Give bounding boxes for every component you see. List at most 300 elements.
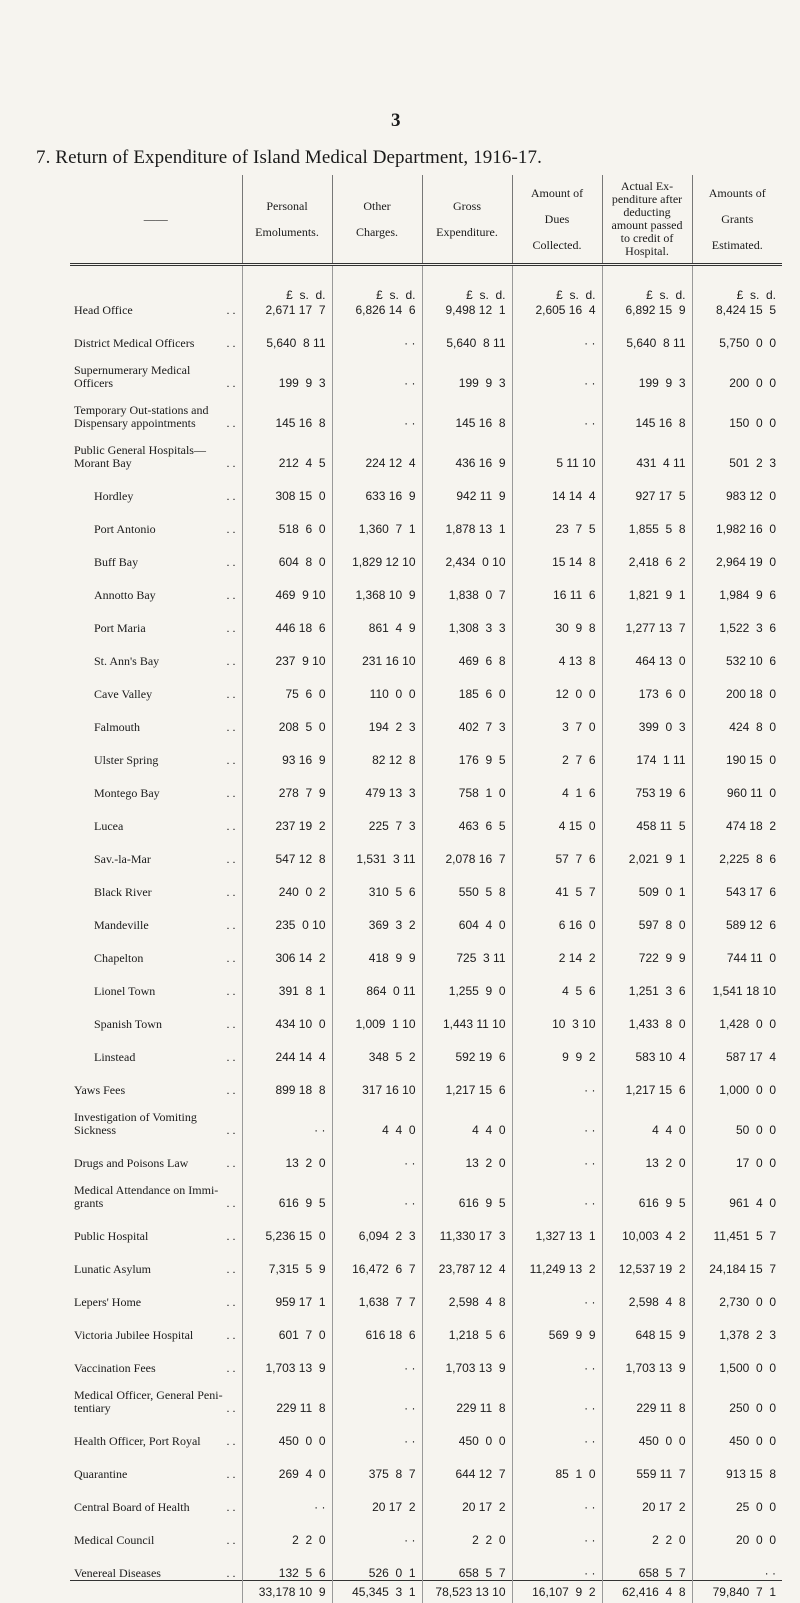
cell-actual: 450 0 0: [602, 1415, 692, 1448]
cell-dues: 9 9 2: [512, 1031, 602, 1064]
table-row: [70, 569, 782, 602]
cell-dues: 85 1 0: [512, 1448, 602, 1481]
dot-leader: . .: [227, 337, 236, 350]
table-row: [70, 965, 782, 998]
cell-other: 4 4 0: [332, 1097, 422, 1137]
dot-leader: . .: [227, 1124, 236, 1137]
dot-leader: . .: [227, 457, 236, 470]
cell-other: · ·: [332, 390, 422, 430]
cell-other: 633 16 9: [332, 470, 422, 503]
dot-leader: . .: [227, 1329, 236, 1342]
row-label: St. Ann's Bay . .: [70, 635, 242, 668]
cell-grants: 2,964 19 0: [692, 536, 782, 569]
dot-leader: . .: [227, 754, 236, 767]
row-label: Temporary Out-stations and Dispensary appointments . .: [70, 390, 242, 430]
cell-other: 20 17 2: [332, 1481, 422, 1514]
cell-gross: 199 9 3: [422, 350, 512, 390]
table-row: [70, 1342, 782, 1375]
cell-personal: 199 9 3: [242, 350, 332, 390]
cell-dues: · ·: [512, 1481, 602, 1514]
dot-leader: . .: [227, 1468, 236, 1481]
cell-dues: 11,249 13 2: [512, 1243, 602, 1276]
cell-actual: 1,217 15 6: [602, 1064, 692, 1097]
table-row: [70, 302, 782, 317]
cell-actual: 6,892 15 9: [602, 302, 692, 317]
units-gross: £ s. d.: [422, 265, 512, 303]
cell-actual: 1,703 13 9: [602, 1342, 692, 1375]
cell-gross: 725 3 11: [422, 932, 512, 965]
cell-other: 231 16 10: [332, 635, 422, 668]
total-personal: 33,178 10 9: [242, 1581, 332, 1603]
cell-other: 225 7 3: [332, 800, 422, 833]
dot-leader: . .: [227, 1197, 236, 1210]
cell-grants: 913 15 8: [692, 1448, 782, 1481]
cell-grants: · ·: [692, 1547, 782, 1581]
cell-personal: 278 7 9: [242, 767, 332, 800]
expenditure-table: [70, 175, 782, 1603]
cell-other: 1,360 7 1: [332, 503, 422, 536]
row-label: Investigation of Vomiting Sickness . .: [70, 1097, 242, 1137]
cell-grants: 543 17 6: [692, 866, 782, 899]
table-row: [70, 350, 782, 390]
table-row: [70, 1210, 782, 1243]
cell-personal: 235 0 10: [242, 899, 332, 932]
table-row: [70, 390, 782, 430]
cell-personal: 212 4 5: [242, 430, 332, 470]
page-title: 7. Return of Expenditure of Island Medical Department, 1916-17.: [36, 147, 542, 169]
cell-gross: 4 4 0: [422, 1097, 512, 1137]
cell-grants: 250 0 0: [692, 1375, 782, 1415]
header-personal-emoluments: Personal Emoluments.: [242, 175, 332, 265]
cell-gross: 2,078 16 7: [422, 833, 512, 866]
cell-personal: 240 0 2: [242, 866, 332, 899]
table-row: [70, 1514, 782, 1547]
totals-row: [70, 1581, 782, 1603]
table-row: [70, 668, 782, 701]
row-label: Mandeville . .: [70, 899, 242, 932]
table-row: [70, 866, 782, 899]
dot-leader: . .: [227, 523, 236, 536]
header-row: [70, 175, 782, 265]
cell-dues: · ·: [512, 1342, 602, 1375]
dot-leader: . .: [227, 688, 236, 701]
cell-grants: 960 11 0: [692, 767, 782, 800]
cell-personal: 75 6 0: [242, 668, 332, 701]
cell-gross: 5,640 8 11: [422, 317, 512, 350]
dot-leader: . .: [227, 1263, 236, 1276]
cell-other: 310 5 6: [332, 866, 422, 899]
cell-actual: 4 4 0: [602, 1097, 692, 1137]
dot-leader: . .: [227, 1362, 236, 1375]
dot-leader: . .: [227, 1567, 236, 1580]
dot-leader: . .: [227, 919, 236, 932]
cell-dues: 12 0 0: [512, 668, 602, 701]
cell-dues: 57 7 6: [512, 833, 602, 866]
cell-gross: 1,217 15 6: [422, 1064, 512, 1097]
cell-gross: 1,218 5 6: [422, 1309, 512, 1342]
table-row: [70, 635, 782, 668]
dot-leader: . .: [227, 1018, 236, 1031]
row-label: District Medical Officers . .: [70, 317, 242, 350]
cell-other: 479 13 3: [332, 767, 422, 800]
cell-gross: 11,330 17 3: [422, 1210, 512, 1243]
cell-dues: 16 11 6: [512, 569, 602, 602]
cell-other: · ·: [332, 1342, 422, 1375]
cell-personal: 132 5 6: [242, 1547, 332, 1581]
cell-grants: 5,750 0 0: [692, 317, 782, 350]
cell-personal: 959 17 1: [242, 1276, 332, 1309]
cell-dues: 5 11 10: [512, 430, 602, 470]
cell-other: 1,368 10 9: [332, 569, 422, 602]
row-label: Medical Officer, General Peni- tentiary . .: [70, 1375, 242, 1415]
row-label: Central Board of Health . .: [70, 1481, 242, 1514]
cell-actual: 559 11 7: [602, 1448, 692, 1481]
cell-grants: 450 0 0: [692, 1415, 782, 1448]
dot-leader: . .: [227, 853, 236, 866]
table-row: [70, 701, 782, 734]
cell-gross: 2,598 4 8: [422, 1276, 512, 1309]
dot-leader: . .: [227, 886, 236, 899]
row-label: Sav.-la-Mar . .: [70, 833, 242, 866]
cell-grants: 200 0 0: [692, 350, 782, 390]
cell-grants: 1,428 0 0: [692, 998, 782, 1031]
cell-other: 224 12 4: [332, 430, 422, 470]
cell-other: · ·: [332, 1170, 422, 1210]
row-label: Public General Hospitals— Morant Bay . .: [70, 430, 242, 470]
cell-grants: 24,184 15 7: [692, 1243, 782, 1276]
row-label: Spanish Town . .: [70, 998, 242, 1031]
cell-personal: 7,315 5 9: [242, 1243, 332, 1276]
cell-personal: 208 5 0: [242, 701, 332, 734]
cell-other: 1,829 12 10: [332, 536, 422, 569]
cell-gross: 592 19 6: [422, 1031, 512, 1064]
table-row: [70, 503, 782, 536]
cell-grants: 424 8 0: [692, 701, 782, 734]
table-row: [70, 800, 782, 833]
dot-leader: . .: [227, 721, 236, 734]
dot-leader: . .: [227, 1402, 236, 1415]
cell-personal: 13 2 0: [242, 1137, 332, 1170]
units-grants: £ s. d.: [692, 265, 782, 303]
cell-gross: 469 6 8: [422, 635, 512, 668]
cell-other: 864 0 11: [332, 965, 422, 998]
cell-actual: 2,021 9 1: [602, 833, 692, 866]
cell-other: 1,531 3 11: [332, 833, 422, 866]
dot-leader: . .: [227, 985, 236, 998]
row-label: Falmouth . .: [70, 701, 242, 734]
cell-dues: 2 14 2: [512, 932, 602, 965]
cell-actual: 658 5 7: [602, 1547, 692, 1581]
cell-actual: 199 9 3: [602, 350, 692, 390]
cell-dues: 4 5 6: [512, 965, 602, 998]
cell-gross: 2 2 0: [422, 1514, 512, 1547]
cell-gross: 644 12 7: [422, 1448, 512, 1481]
cell-personal: 93 16 9: [242, 734, 332, 767]
cell-dues: 2,605 16 4: [512, 302, 602, 317]
cell-other: 375 8 7: [332, 1448, 422, 1481]
cell-other: · ·: [332, 1514, 422, 1547]
cell-personal: 604 8 0: [242, 536, 332, 569]
header-name: ——: [70, 175, 242, 265]
cell-grants: 1,378 2 3: [692, 1309, 782, 1342]
dot-leader: . .: [227, 377, 236, 390]
cell-actual: 753 19 6: [602, 767, 692, 800]
total-dues: 16,107 9 2: [512, 1581, 602, 1603]
cell-other: 317 16 10: [332, 1064, 422, 1097]
cell-grants: 501 2 3: [692, 430, 782, 470]
cell-gross: 13 2 0: [422, 1137, 512, 1170]
table-row: [70, 1481, 782, 1514]
cell-actual: 464 13 0: [602, 635, 692, 668]
cell-gross: 604 4 0: [422, 899, 512, 932]
units-label: [70, 265, 242, 303]
cell-other: · ·: [332, 1375, 422, 1415]
cell-actual: 648 15 9: [602, 1309, 692, 1342]
cell-dues: · ·: [512, 350, 602, 390]
row-label: Montego Bay . .: [70, 767, 242, 800]
row-label: Buff Bay . .: [70, 536, 242, 569]
cell-gross: 229 11 8: [422, 1375, 512, 1415]
table-row: [70, 470, 782, 503]
dot-leader: . .: [227, 1296, 236, 1309]
row-label: Black River . .: [70, 866, 242, 899]
row-label: Ulster Spring . .: [70, 734, 242, 767]
cell-other: 418 9 9: [332, 932, 422, 965]
cell-other: · ·: [332, 1137, 422, 1170]
cell-personal: 547 12 8: [242, 833, 332, 866]
cell-dues: 14 14 4: [512, 470, 602, 503]
row-label: Annotto Bay . .: [70, 569, 242, 602]
cell-dues: · ·: [512, 1276, 602, 1309]
row-label: Medical Attendance on Immi- grants . .: [70, 1170, 242, 1210]
cell-grants: 2,730 0 0: [692, 1276, 782, 1309]
row-label: Venereal Diseases . .: [70, 1547, 242, 1581]
dot-leader: . .: [227, 1157, 236, 1170]
cell-dues: 4 13 8: [512, 635, 602, 668]
cell-personal: 269 4 0: [242, 1448, 332, 1481]
header-dues-collected: Amount of Dues Collected.: [512, 175, 602, 265]
cell-grants: 2,225 8 6: [692, 833, 782, 866]
cell-grants: 200 18 0: [692, 668, 782, 701]
cell-actual: 399 0 3: [602, 701, 692, 734]
cell-personal: 308 15 0: [242, 470, 332, 503]
cell-actual: 458 11 5: [602, 800, 692, 833]
cell-dues: · ·: [512, 1375, 602, 1415]
cell-actual: 722 9 9: [602, 932, 692, 965]
dot-leader: . .: [227, 417, 236, 430]
cell-actual: 1,433 8 0: [602, 998, 692, 1031]
row-label: Vaccination Fees . .: [70, 1342, 242, 1375]
row-label: Public Hospital . .: [70, 1210, 242, 1243]
header-actual-expenditure: Actual Ex- penditure after deducting amount passed to credit of Hospital.: [602, 175, 692, 265]
cell-gross: 463 6 5: [422, 800, 512, 833]
cell-personal: 5,236 15 0: [242, 1210, 332, 1243]
cell-gross: 616 9 5: [422, 1170, 512, 1210]
cell-gross: 450 0 0: [422, 1415, 512, 1448]
cell-personal: 391 8 1: [242, 965, 332, 998]
table-row: [70, 1170, 782, 1210]
cell-dues: 2 7 6: [512, 734, 602, 767]
cell-dues: · ·: [512, 1064, 602, 1097]
total-grants: 79,840 7 1: [692, 1581, 782, 1603]
cell-other: 526 0 1: [332, 1547, 422, 1581]
units-other: £ s. d.: [332, 265, 422, 303]
cell-other: · ·: [332, 350, 422, 390]
cell-actual: 927 17 5: [602, 470, 692, 503]
row-label: Health Officer, Port Royal . .: [70, 1415, 242, 1448]
cell-actual: 1,855 5 8: [602, 503, 692, 536]
cell-gross: 2,434 0 10: [422, 536, 512, 569]
units-actual: £ s. d.: [602, 265, 692, 303]
cell-personal: 145 16 8: [242, 390, 332, 430]
units-personal: £ s. d.: [242, 265, 332, 303]
cell-grants: 744 11 0: [692, 932, 782, 965]
table-row: [70, 734, 782, 767]
cell-dues: 23 7 5: [512, 503, 602, 536]
cell-gross: 658 5 7: [422, 1547, 512, 1581]
row-label: Port Maria . .: [70, 602, 242, 635]
cell-dues: · ·: [512, 1097, 602, 1137]
row-label: Head Office . .: [70, 302, 242, 317]
cell-grants: 50 0 0: [692, 1097, 782, 1137]
cell-dues: 41 5 7: [512, 866, 602, 899]
cell-grants: 8,424 15 5: [692, 302, 782, 317]
cell-gross: 758 1 0: [422, 767, 512, 800]
cell-dues: 6 16 0: [512, 899, 602, 932]
cell-grants: 589 12 6: [692, 899, 782, 932]
table-row: [70, 1064, 782, 1097]
units-dues: £ s. d.: [512, 265, 602, 303]
row-label: Lepers' Home . .: [70, 1276, 242, 1309]
table-row: [70, 899, 782, 932]
dot-leader: . .: [227, 1051, 236, 1064]
cell-other: 369 3 2: [332, 899, 422, 932]
cell-personal: 446 18 6: [242, 602, 332, 635]
cell-personal: 229 11 8: [242, 1375, 332, 1415]
cell-personal: 469 9 10: [242, 569, 332, 602]
cell-dues: · ·: [512, 1547, 602, 1581]
cell-grants: 17 0 0: [692, 1137, 782, 1170]
cell-gross: 436 16 9: [422, 430, 512, 470]
cell-dues: · ·: [512, 390, 602, 430]
cell-actual: 1,821 9 1: [602, 569, 692, 602]
table-row: [70, 602, 782, 635]
dot-leader: . .: [227, 490, 236, 503]
cell-gross: 550 5 8: [422, 866, 512, 899]
cell-grants: 1,522 3 6: [692, 602, 782, 635]
cell-dues: · ·: [512, 317, 602, 350]
cell-gross: 185 6 0: [422, 668, 512, 701]
cell-actual: 145 16 8: [602, 390, 692, 430]
total-actual: 62,416 4 8: [602, 1581, 692, 1603]
cell-actual: 2,598 4 8: [602, 1276, 692, 1309]
cell-actual: 2 2 0: [602, 1514, 692, 1547]
dot-leader: . .: [227, 1084, 236, 1097]
cell-grants: 150 0 0: [692, 390, 782, 430]
dot-leader: . .: [227, 787, 236, 800]
row-label: Victoria Jubilee Hospital . .: [70, 1309, 242, 1342]
cell-dues: 3 7 0: [512, 701, 602, 734]
cell-other: · ·: [332, 317, 422, 350]
dot-leader: . .: [227, 952, 236, 965]
cell-gross: 1,308 3 3: [422, 602, 512, 635]
dot-leader: . .: [227, 1230, 236, 1243]
cell-personal: 518 6 0: [242, 503, 332, 536]
cell-grants: 1,000 0 0: [692, 1064, 782, 1097]
table-row: [70, 1031, 782, 1064]
cell-actual: 509 0 1: [602, 866, 692, 899]
dot-leader: . .: [227, 589, 236, 602]
row-label: Linstead . .: [70, 1031, 242, 1064]
row-label: Lucea . .: [70, 800, 242, 833]
cell-dues: 30 9 8: [512, 602, 602, 635]
cell-dues: 569 9 9: [512, 1309, 602, 1342]
cell-gross: 20 17 2: [422, 1481, 512, 1514]
total-gross: 78,523 13 10: [422, 1581, 512, 1603]
cell-actual: 1,251 3 6: [602, 965, 692, 998]
cell-actual: 12,537 19 2: [602, 1243, 692, 1276]
table-row: [70, 1547, 782, 1581]
cell-actual: 20 17 2: [602, 1481, 692, 1514]
row-label: Quarantine . .: [70, 1448, 242, 1481]
cell-gross: 1,878 13 1: [422, 503, 512, 536]
row-label: Yaws Fees . .: [70, 1064, 242, 1097]
cell-personal: 601 7 0: [242, 1309, 332, 1342]
cell-personal: 434 10 0: [242, 998, 332, 1031]
cell-grants: 20 0 0: [692, 1514, 782, 1547]
dot-leader: . .: [227, 1501, 236, 1514]
cell-grants: 1,500 0 0: [692, 1342, 782, 1375]
row-label: Hordley . .: [70, 470, 242, 503]
header-grants-estimated: Amounts of Grants Estimated.: [692, 175, 782, 265]
table-row: [70, 536, 782, 569]
cell-gross: 942 11 9: [422, 470, 512, 503]
cell-dues: · ·: [512, 1415, 602, 1448]
total-other: 45,345 3 1: [332, 1581, 422, 1603]
cell-other: 110 0 0: [332, 668, 422, 701]
table-row: [70, 998, 782, 1031]
dot-leader: . .: [227, 820, 236, 833]
table-row: [70, 932, 782, 965]
cell-actual: 431 4 11: [602, 430, 692, 470]
row-label: Drugs and Poisons Law . .: [70, 1137, 242, 1170]
cell-actual: 10,003 4 2: [602, 1210, 692, 1243]
cell-other: 6,094 2 3: [332, 1210, 422, 1243]
cell-actual: 616 9 5: [602, 1170, 692, 1210]
cell-gross: 145 16 8: [422, 390, 512, 430]
cell-personal: 5,640 8 11: [242, 317, 332, 350]
cell-grants: 1,541 18 10: [692, 965, 782, 998]
cell-personal: 2,671 17 7: [242, 302, 332, 317]
cell-other: · ·: [332, 1415, 422, 1448]
cell-other: 194 2 3: [332, 701, 422, 734]
table-row: [70, 1097, 782, 1137]
units-row: [70, 265, 782, 303]
dot-leader: . .: [227, 655, 236, 668]
row-label: Lionel Town . .: [70, 965, 242, 998]
cell-actual: 229 11 8: [602, 1375, 692, 1415]
cell-personal: · ·: [242, 1481, 332, 1514]
cell-gross: 1,838 0 7: [422, 569, 512, 602]
table-row: [70, 1448, 782, 1481]
dot-leader: . .: [227, 1435, 236, 1448]
table-row: [70, 317, 782, 350]
cell-grants: 1,982 16 0: [692, 503, 782, 536]
cell-dues: · ·: [512, 1137, 602, 1170]
cell-personal: 2 2 0: [242, 1514, 332, 1547]
cell-grants: 587 17 4: [692, 1031, 782, 1064]
cell-dues: 4 1 6: [512, 767, 602, 800]
